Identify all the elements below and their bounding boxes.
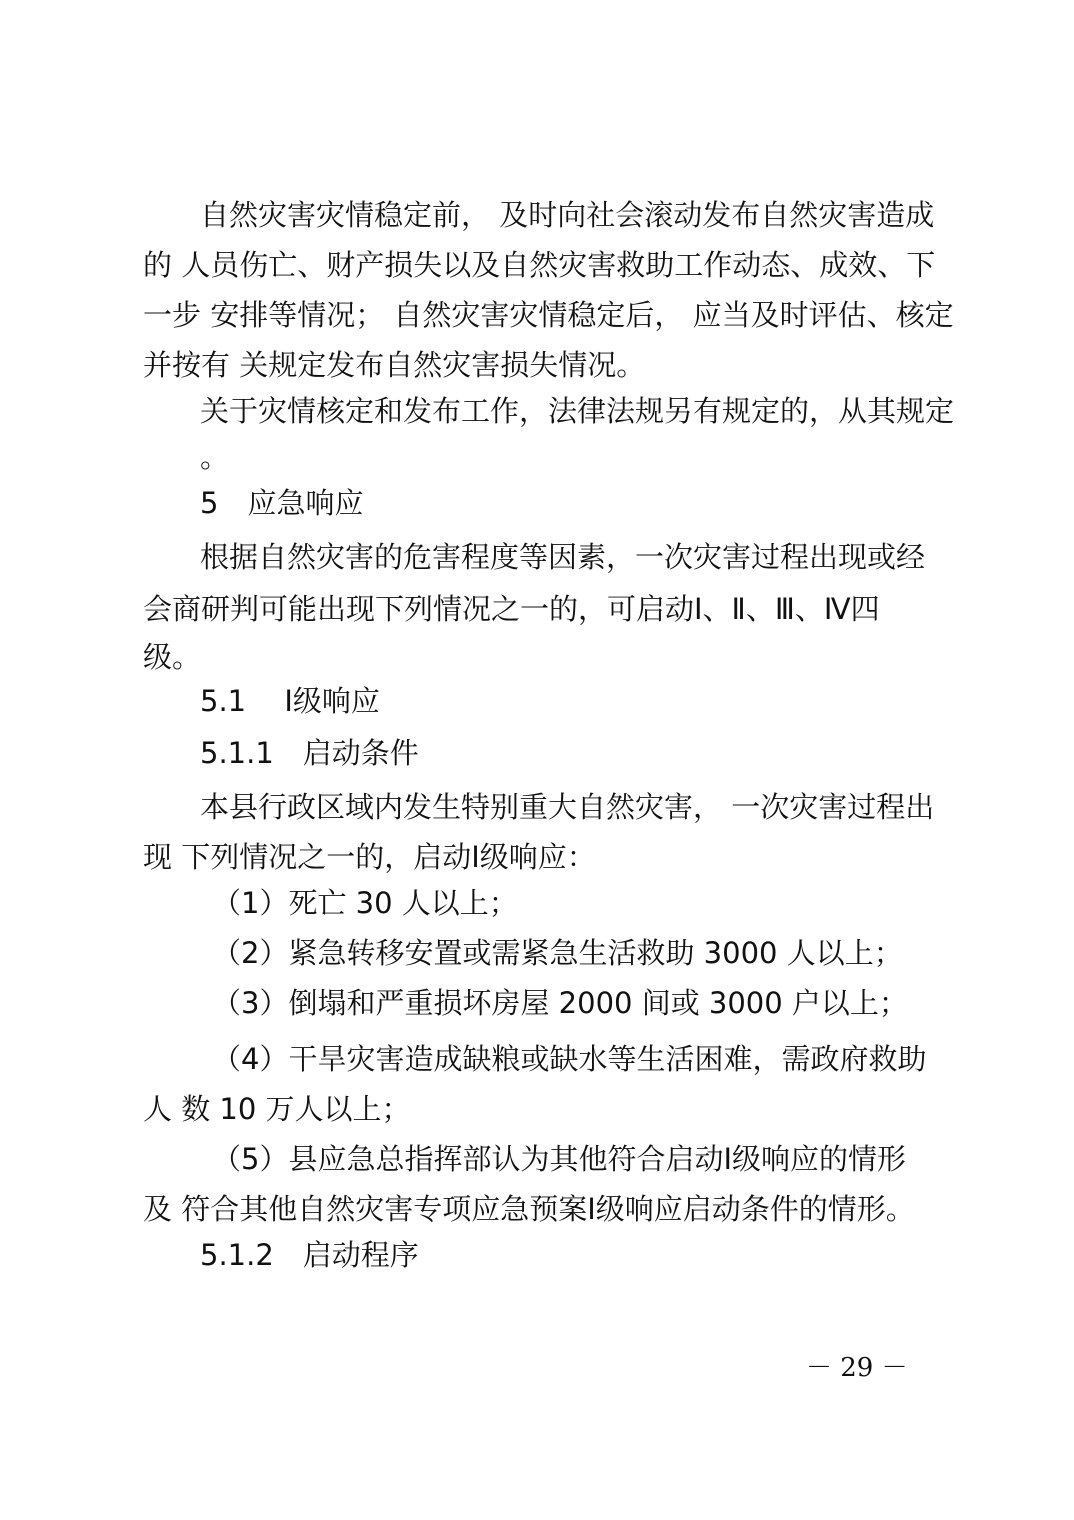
paragraph-line: 一步 安排等情况； 自然灾害灾情稳定后， 应当及时评估、核定: [143, 298, 954, 332]
list-item: （4）干旱灾害造成缺粮或缺水等生活困难，需政府救助: [212, 1042, 927, 1076]
section-heading-5-1-2: 5.1.2 启动程序: [200, 1238, 419, 1272]
paragraph-line: 关于灾情核定和发布工作，法律法规另有规定的，从其规定: [200, 394, 955, 428]
section-heading-5-1-1: 5.1.1 启动条件: [200, 736, 419, 770]
paragraph-line: 自然灾害灾情稳定前， 及时向社会滚动发布自然灾害造成: [200, 198, 935, 232]
section-heading-5: 5 应急响应: [200, 486, 364, 520]
paragraph-line: 现 下列情况之一的，启动Ⅰ级响应：: [143, 840, 596, 874]
list-item: （1）死亡 30 人以上；: [212, 886, 518, 920]
paragraph-line: 并按有 关规定发布自然灾害损失情况。: [143, 348, 646, 382]
list-item-continuation: 及 符合其他自然灾害专项应急预案Ⅰ级响应启动条件的情形。: [143, 1192, 915, 1226]
paragraph-line: 会商研判可能出现下列情况之一的，可启动Ⅰ、Ⅱ、Ⅲ、Ⅳ四: [143, 592, 880, 626]
list-item: （5）县应急总指挥部认为其他符合启动Ⅰ级响应的情形: [212, 1142, 907, 1176]
paragraph-line: 级。: [143, 640, 202, 674]
section-heading-5-1: 5.1 Ⅰ级响应: [200, 684, 380, 718]
page-number: － 29 －: [806, 1353, 908, 1383]
paragraph-line: 根据自然灾害的危害程度等因素，一次灾害过程出现或经: [200, 540, 926, 574]
list-item: （2）紧急转移安置或需紧急生活救助 3000 人以上；: [212, 936, 903, 970]
paragraph-line: 本县行政区域内发生特别重大自然灾害， 一次灾害过程出: [200, 790, 935, 824]
list-item: （3）倒塌和严重损坏房屋 2000 间或 3000 户以上；: [212, 986, 908, 1020]
list-item-continuation: 人 数 10 万人以上；: [143, 1092, 411, 1126]
paragraph-line: 的 人员伤亡、财产损失以及自然灾害救助工作动态、成效、下: [143, 248, 936, 282]
paragraph-line: 。: [200, 440, 230, 474]
